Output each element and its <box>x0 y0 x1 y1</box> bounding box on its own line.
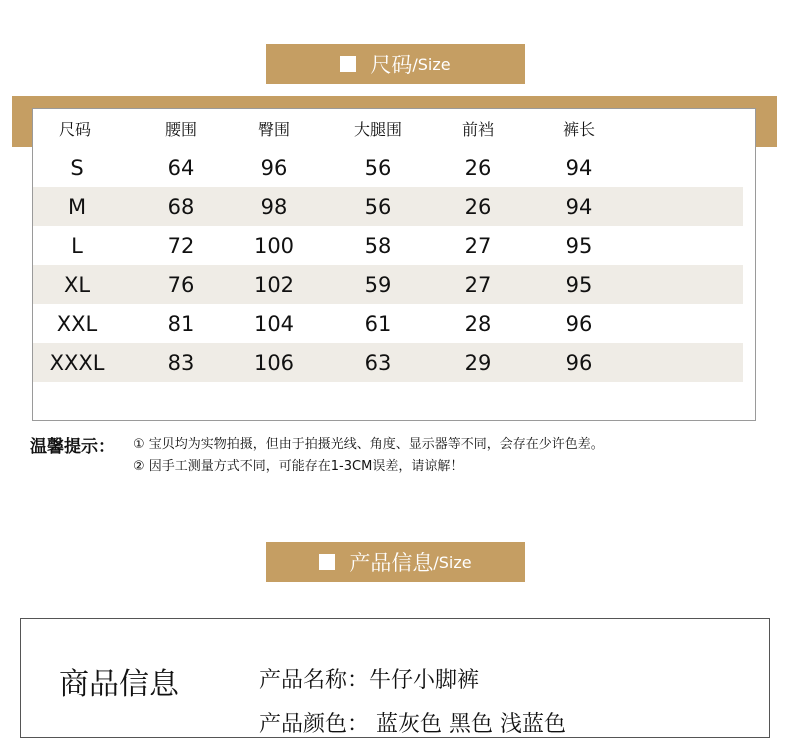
header-cell-thigh: 大腿围 <box>353 120 402 139</box>
cell-thigh: 58 <box>364 233 392 258</box>
size-banner-suffix: /Size <box>412 54 451 74</box>
cell-hip: 96 <box>260 155 288 180</box>
product-info-banner <box>266 542 525 582</box>
table-row <box>33 265 743 304</box>
cell-length: 95 <box>565 233 593 258</box>
table-row <box>33 148 743 187</box>
cell-waist: 72 <box>167 233 195 258</box>
cell-rise: 27 <box>464 233 492 258</box>
square-icon <box>340 56 356 72</box>
cell-thigh: 59 <box>364 272 392 297</box>
product-color-line: 产品颜色： 蓝灰色 黑色 浅蓝色 <box>259 712 566 737</box>
size-table <box>32 108 756 421</box>
cell-hip: 102 <box>253 272 295 297</box>
cell-length: 96 <box>565 311 593 336</box>
header-cell-waist: 腰围 <box>164 120 197 139</box>
table-row <box>33 187 743 226</box>
header-cell-length: 裤长 <box>562 120 595 139</box>
table-row <box>33 343 743 382</box>
info-banner-suffix: /Size <box>433 552 472 572</box>
tip-line-2: ② 因手工测量方式不同，可能存在1-3CM误差，请谅解！ <box>133 459 464 474</box>
cell-size: M <box>67 194 87 219</box>
product-info-heading: 商品信息 <box>59 667 179 702</box>
cell-length: 96 <box>565 350 593 375</box>
cell-size: L <box>71 233 83 258</box>
cell-waist: 83 <box>167 350 195 375</box>
cell-length: 95 <box>565 272 593 297</box>
cell-waist: 68 <box>167 194 195 219</box>
cell-waist: 64 <box>167 155 195 180</box>
product-name-line: 产品名称：牛仔小脚裤 <box>259 668 480 693</box>
cell-rise: 29 <box>464 350 492 375</box>
cell-hip: 106 <box>253 350 295 375</box>
square-icon <box>319 554 335 570</box>
cell-waist: 76 <box>167 272 195 297</box>
cell-size: S <box>70 155 84 180</box>
cell-thigh: 56 <box>364 194 392 219</box>
size-section-banner <box>266 44 525 84</box>
cell-rise: 28 <box>464 311 492 336</box>
cell-size: XL <box>63 272 91 297</box>
info-banner-title: 产品信息 <box>349 551 434 575</box>
cell-hip: 100 <box>253 233 295 258</box>
cell-rise: 26 <box>464 155 492 180</box>
tip-line-1: ① 宝贝均为实物拍摄，但由于拍摄光线、角度、显示器等不同，会存在少许色差。 <box>133 437 604 452</box>
cell-size: XXL <box>56 311 98 336</box>
cell-length: 94 <box>565 194 593 219</box>
table-row <box>33 226 743 265</box>
cell-thigh: 56 <box>364 155 392 180</box>
size-banner-title: 尺码 <box>370 53 413 77</box>
size-table-header-row <box>33 109 743 148</box>
cell-hip: 104 <box>253 311 295 336</box>
cell-waist: 81 <box>167 311 195 336</box>
product-info-box <box>20 618 770 738</box>
cell-size: XXXL <box>49 350 105 375</box>
cell-rise: 27 <box>464 272 492 297</box>
header-cell-hip: 臀围 <box>257 120 290 139</box>
table-row <box>33 304 743 343</box>
tips-title: 温馨提示： <box>30 437 115 457</box>
cell-hip: 98 <box>260 194 288 219</box>
cell-thigh: 63 <box>364 350 392 375</box>
header-cell-size: 尺码 <box>58 120 91 139</box>
cell-thigh: 61 <box>364 311 392 336</box>
header-cell-rise: 前裆 <box>461 120 494 139</box>
cell-rise: 26 <box>464 194 492 219</box>
cell-length: 94 <box>565 155 593 180</box>
